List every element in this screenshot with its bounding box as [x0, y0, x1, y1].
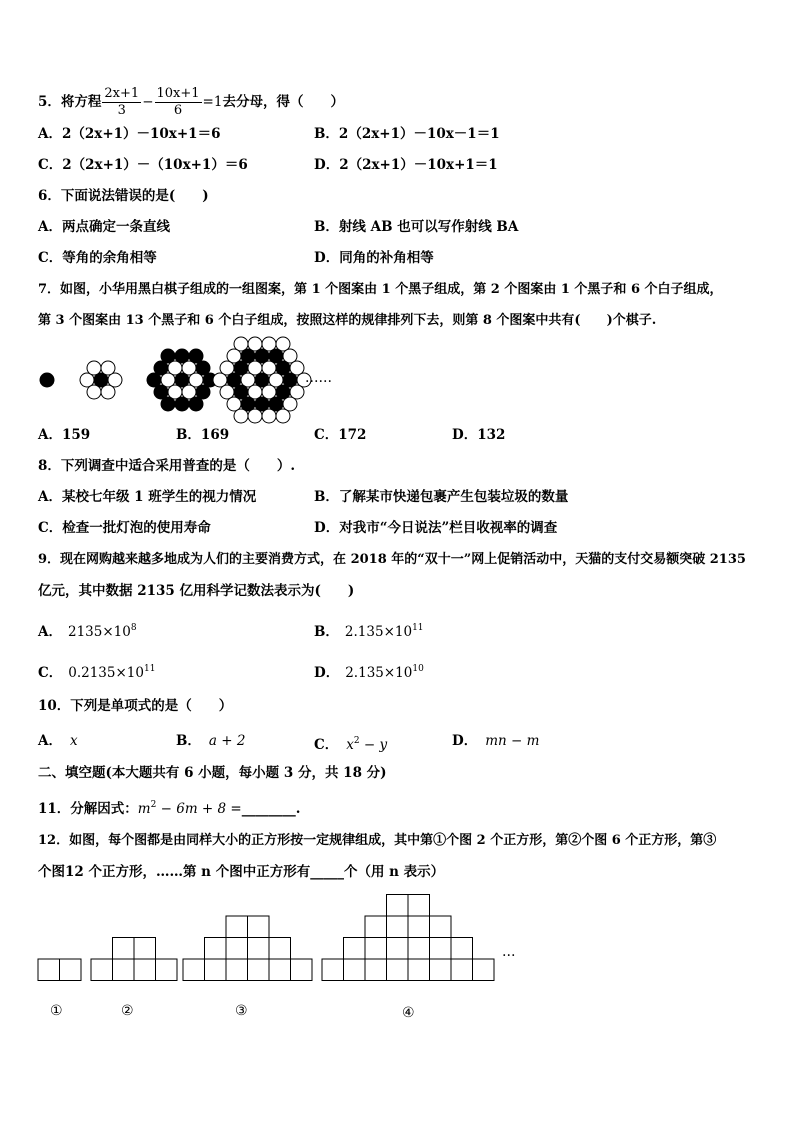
- q12-stem-line2: 个图12 个正方形，……第 n 个图中正方形有_____个（用 n 表示）: [38, 864, 445, 880]
- q12-squares-figure: [36, 893, 516, 985]
- q12-figure-label-2: ②: [121, 1003, 134, 1019]
- q12-figure-4: [322, 895, 494, 981]
- q5-frac2-denominator: 6: [173, 103, 183, 118]
- q5-minus: −: [142, 94, 154, 110]
- q6-option-b[interactable]: B．射线 AB 也可以写作射线 BA: [314, 219, 519, 235]
- q6-option-d[interactable]: D．同角的补角相等: [314, 250, 434, 266]
- q7-option-c[interactable]: C．172: [314, 427, 367, 443]
- q6-stem: 6．下面说法错误的是( ): [38, 188, 209, 204]
- q11-expr-exponent: 2: [150, 800, 157, 810]
- q10-option-d[interactable]: D． mn − m: [452, 733, 540, 749]
- q8-option-d[interactable]: D．对我市“今日说法”栏目收视率的调查: [314, 520, 558, 536]
- q9-stem-line1: 9．现在网购越来越多地成为人们的主要消费方式，在 2018 年的“双十一”网上促销活动中，天猫的支付交易额突破 2135: [38, 552, 746, 567]
- q12-figure-1: [38, 959, 81, 981]
- q9-option-c[interactable]: C． $0.2135\times 10^{11}$: [38, 664, 156, 681]
- q5-prefix: 5．将方程: [38, 94, 102, 110]
- q5-frac1-numerator: 2x+1: [104, 86, 140, 101]
- q12-stem-line1: 12．如图，每个图都是由同样大小的正方形按一定规律组成，其中第①个图 2 个正方形，第②个图 6 个正方形，第③: [38, 833, 717, 848]
- q9-option-b[interactable]: B． $2.135\times 10^{11}$: [314, 623, 424, 640]
- q12-figure-ellipsis: …: [502, 944, 516, 960]
- q9-stem-line2: 亿元，其中数据 2135 亿用科学记数法表示为( ): [38, 583, 355, 599]
- q10-stem: 10．下列是单项式的是（ ）: [38, 698, 233, 714]
- q10-option-b[interactable]: B． a + 2: [176, 733, 246, 749]
- q7-go-stones-figure: [30, 334, 350, 424]
- q11-stem: [38, 795, 300, 819]
- q7-stem-line1: 7．如图，小华用黑白棋子组成的一组图案，第 1 个图案由 1 个黑子组成，第 2 个图案由 1 个黑子和 6 个白子组成，: [38, 282, 723, 297]
- q5-frac2-numerator: 10x+1: [156, 86, 200, 101]
- q5-option-d[interactable]: D．2（2x+1）－10x+1＝1: [314, 157, 498, 173]
- q9-option-d[interactable]: D． $2.135\times 10^{10}$: [314, 664, 424, 681]
- q5-fraction-1: [102, 86, 141, 119]
- section2-title: 二、填空题(本大题共有 6 小题，每小题 3 分，共 18 分): [38, 765, 387, 781]
- q6-option-c[interactable]: C．等角的余角相等: [38, 250, 157, 266]
- q8-option-b[interactable]: B．了解某市快递包裹产生包装垃圾的数量: [314, 489, 569, 505]
- q11-expr-base: m: [137, 801, 151, 817]
- q5-option-b[interactable]: B．2（2x+1）－10x－1＝1: [314, 126, 500, 142]
- q7-pattern1-black-stone: [40, 373, 54, 387]
- q7-option-b[interactable]: B．169: [176, 427, 230, 443]
- q9-option-a[interactable]: A． $2135\times 10^8$: [38, 623, 137, 640]
- q7-figure-ellipsis: ……: [305, 370, 332, 386]
- q7-stem-line2: 第 3 个图案由 13 个黑子和 6 个白子组成，按照这样的规律排列下去，则第 8 个图案中共有( )个棋子.: [38, 313, 657, 328]
- q8-option-c[interactable]: C．检查一批灯泡的使用寿命: [38, 520, 211, 536]
- q11-suffix: .: [295, 801, 301, 817]
- q5-equals: =1: [202, 94, 223, 110]
- q7-option-a[interactable]: A．159: [38, 427, 91, 443]
- q5-suffix: 去分母，得（ ）: [222, 94, 344, 110]
- q6-option-a[interactable]: A．两点确定一条直线: [38, 219, 170, 235]
- q5-option-c[interactable]: C．2（2x+1）－（10x+1）＝6: [38, 157, 248, 173]
- q11-answer-blank[interactable]: ________: [241, 801, 296, 817]
- q12-figure-label-4: ④: [402, 1005, 415, 1021]
- q12-figure-2: [91, 938, 177, 981]
- q5-fraction-2: [155, 86, 202, 119]
- q5-option-a[interactable]: A．2（2x+1）－10x+1＝6: [38, 126, 221, 142]
- q7-pattern3: [147, 349, 217, 411]
- q8-option-a[interactable]: A．某校七年级 1 班学生的视力情况: [38, 489, 257, 505]
- q10-option-a[interactable]: A． x: [38, 733, 78, 749]
- q5-stem: [38, 86, 344, 119]
- q5-frac1-denominator: 3: [117, 103, 126, 118]
- q7-option-d[interactable]: D．132: [452, 427, 506, 443]
- q12-figure-label-3: ③: [235, 1003, 248, 1019]
- q12-figure-label-1: ①: [50, 1003, 63, 1019]
- q7-pattern2: [80, 361, 122, 399]
- q12-figure-3: [183, 916, 312, 981]
- q11-prefix: 11．分解因式：: [38, 801, 138, 817]
- q10-option-c[interactable]: C． $x^2 - y$: [314, 736, 388, 753]
- q11-expr-rest: − 6m + 8 =: [156, 801, 242, 817]
- q7-pattern4: [213, 337, 311, 423]
- q8-stem: 8．下列调查中适合采用普查的是（ ）.: [38, 458, 296, 474]
